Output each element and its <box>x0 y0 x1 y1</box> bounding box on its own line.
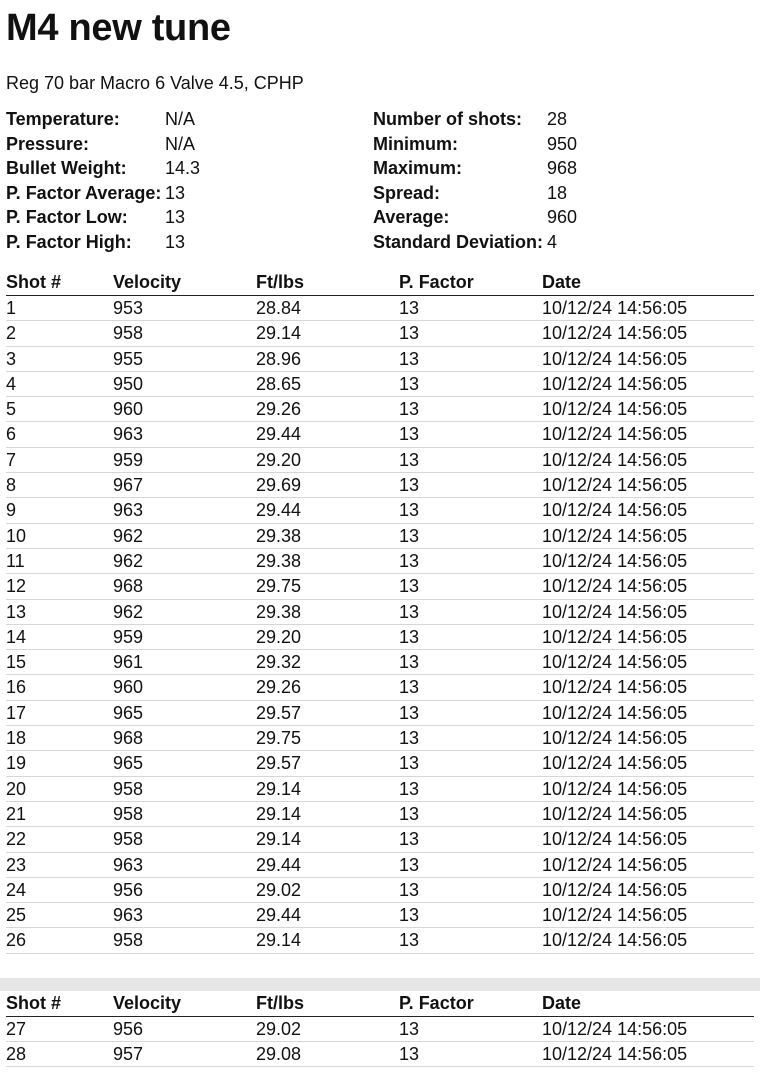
stat-value: 13 <box>165 207 186 227</box>
stat-label: P. Factor High: <box>6 231 132 252</box>
cell-date: 10/12/24 14:56:05 <box>542 700 754 725</box>
cell-ft-lbs: 29.26 <box>256 675 399 700</box>
table-row <box>6 928 754 953</box>
table-row <box>6 523 754 548</box>
cell-date: 10/12/24 14:56:05 <box>542 751 754 776</box>
table-row <box>6 296 754 321</box>
shots-table-page-1 <box>6 270 754 954</box>
cell-velocity: 962 <box>113 599 256 624</box>
cell-velocity: 960 <box>113 397 256 422</box>
cell-velocity: 960 <box>113 675 256 700</box>
table-row <box>6 650 754 675</box>
table-row <box>6 1042 754 1067</box>
shots-table-page-2 <box>6 991 754 1068</box>
cell-ft-lbs: 29.38 <box>256 523 399 548</box>
cell-p-factor: 13 <box>399 422 542 447</box>
cell-velocity: 953 <box>113 296 256 321</box>
stat-label: Minimum: <box>373 133 458 154</box>
cell-date: 10/12/24 14:56:05 <box>542 498 754 523</box>
table-row <box>6 726 754 751</box>
column-header-shot-number: Shot # <box>6 991 113 1017</box>
cell-ft-lbs: 29.20 <box>256 447 399 472</box>
stat-value: 13 <box>165 231 186 252</box>
cell-p-factor: 13 <box>399 852 542 877</box>
cell-ft-lbs: 29.44 <box>256 903 399 928</box>
cell-shot-number: 1 <box>6 296 113 321</box>
summary-stats <box>6 107 754 254</box>
table-header-row <box>6 991 754 1017</box>
cell-ft-lbs: 29.08 <box>256 1042 399 1067</box>
cell-shot-number: 19 <box>6 751 113 776</box>
table-row <box>6 751 754 776</box>
cell-shot-number: 16 <box>6 675 113 700</box>
cell-date: 10/12/24 14:56:05 <box>542 346 754 371</box>
cell-velocity: 967 <box>113 473 256 498</box>
cell-ft-lbs: 29.44 <box>256 498 399 523</box>
cell-ft-lbs: 29.57 <box>256 751 399 776</box>
cell-date: 10/12/24 14:56:05 <box>542 852 754 877</box>
stat-label: Number of shots: <box>373 109 523 129</box>
stat-value: 14.3 <box>165 158 201 178</box>
cell-ft-lbs: 29.69 <box>256 473 399 498</box>
cell-date: 10/12/24 14:56:05 <box>542 371 754 396</box>
cell-shot-number: 23 <box>6 852 113 877</box>
column-header-velocity: Velocity <box>113 270 256 296</box>
cell-date: 10/12/24 14:56:05 <box>542 776 754 801</box>
cell-p-factor: 13 <box>399 827 542 852</box>
table-row <box>6 675 754 700</box>
stat-value: 13 <box>165 182 186 203</box>
cell-date: 10/12/24 14:56:05 <box>542 296 754 321</box>
table-row <box>6 776 754 801</box>
table-row <box>6 852 754 877</box>
cell-date: 10/12/24 14:56:05 <box>542 548 754 573</box>
cell-date: 10/12/24 14:56:05 <box>542 321 754 346</box>
cell-shot-number: 8 <box>6 473 113 498</box>
column-header-ft-lbs: Ft/lbs <box>256 270 399 296</box>
cell-date: 10/12/24 14:56:05 <box>542 574 754 599</box>
table-row <box>6 700 754 725</box>
cell-velocity: 965 <box>113 751 256 776</box>
table-row <box>6 877 754 902</box>
cell-p-factor: 13 <box>399 801 542 826</box>
cell-p-factor: 13 <box>399 397 542 422</box>
stat-value: 18 <box>547 182 568 203</box>
cell-shot-number: 7 <box>6 447 113 472</box>
column-header-date: Date <box>542 991 754 1017</box>
cell-p-factor: 13 <box>399 1042 542 1067</box>
cell-date: 10/12/24 14:56:05 <box>542 801 754 826</box>
cell-date: 10/12/24 14:56:05 <box>542 928 754 953</box>
stat-value: 950 <box>547 133 578 154</box>
cell-ft-lbs: 29.44 <box>256 422 399 447</box>
stat-value: 4 <box>547 231 558 252</box>
cell-p-factor: 13 <box>399 1016 542 1041</box>
cell-ft-lbs: 29.26 <box>256 397 399 422</box>
cell-date: 10/12/24 14:56:05 <box>542 447 754 472</box>
cell-p-factor: 13 <box>399 296 542 321</box>
cell-ft-lbs: 29.32 <box>256 650 399 675</box>
cell-shot-number: 21 <box>6 801 113 826</box>
cell-ft-lbs: 29.14 <box>256 827 399 852</box>
cell-shot-number: 20 <box>6 776 113 801</box>
cell-ft-lbs: 29.20 <box>256 624 399 649</box>
cell-ft-lbs: 29.14 <box>256 801 399 826</box>
cell-ft-lbs: 29.02 <box>256 1016 399 1041</box>
cell-date: 10/12/24 14:56:05 <box>542 827 754 852</box>
cell-velocity: 959 <box>113 447 256 472</box>
column-header-velocity: Velocity <box>113 991 256 1017</box>
cell-velocity: 955 <box>113 346 256 371</box>
table-row <box>6 827 754 852</box>
cell-p-factor: 13 <box>399 700 542 725</box>
cell-p-factor: 13 <box>399 371 542 396</box>
table-row <box>6 422 754 447</box>
cell-shot-number: 28 <box>6 1042 113 1067</box>
cell-date: 10/12/24 14:56:05 <box>542 397 754 422</box>
cell-date: 10/12/24 14:56:05 <box>542 1016 754 1041</box>
cell-ft-lbs: 28.65 <box>256 371 399 396</box>
cell-shot-number: 18 <box>6 726 113 751</box>
table-row <box>6 321 754 346</box>
cell-date: 10/12/24 14:56:05 <box>542 903 754 928</box>
cell-p-factor: 13 <box>399 877 542 902</box>
cell-shot-number: 4 <box>6 371 113 396</box>
cell-p-factor: 13 <box>399 346 542 371</box>
cell-velocity: 962 <box>113 548 256 573</box>
column-header-p-factor: P. Factor <box>399 270 542 296</box>
table-row <box>6 903 754 928</box>
table-row <box>6 801 754 826</box>
table-body <box>6 1016 754 1067</box>
column-header-p-factor: P. Factor <box>399 991 542 1017</box>
cell-shot-number: 24 <box>6 877 113 902</box>
column-header-ft-lbs: Ft/lbs <box>256 991 399 1017</box>
table-row <box>6 574 754 599</box>
cell-ft-lbs: 29.14 <box>256 928 399 953</box>
column-header-date: Date <box>542 270 754 296</box>
stat-label: Bullet Weight: <box>6 158 127 178</box>
cell-p-factor: 13 <box>399 726 542 751</box>
stat-label: Maximum: <box>373 158 463 178</box>
cell-velocity: 958 <box>113 321 256 346</box>
cell-ft-lbs: 29.57 <box>256 700 399 725</box>
stat-label: Standard Deviation: <box>373 231 544 252</box>
cell-p-factor: 13 <box>399 498 542 523</box>
cell-date: 10/12/24 14:56:05 <box>542 624 754 649</box>
table-row <box>6 447 754 472</box>
table-row <box>6 397 754 422</box>
cell-date: 10/12/24 14:56:05 <box>542 877 754 902</box>
cell-date: 10/12/24 14:56:05 <box>542 523 754 548</box>
table-row <box>6 624 754 649</box>
cell-velocity: 963 <box>113 422 256 447</box>
cell-shot-number: 17 <box>6 700 113 725</box>
cell-p-factor: 13 <box>399 523 542 548</box>
cell-p-factor: 13 <box>399 321 542 346</box>
stats-column-left <box>6 107 373 254</box>
cell-p-factor: 13 <box>399 650 542 675</box>
cell-p-factor: 13 <box>399 473 542 498</box>
cell-ft-lbs: 29.44 <box>256 852 399 877</box>
cell-p-factor: 13 <box>399 675 542 700</box>
cell-shot-number: 11 <box>6 548 113 573</box>
cell-date: 10/12/24 14:56:05 <box>542 726 754 751</box>
cell-velocity: 959 <box>113 624 256 649</box>
cell-date: 10/12/24 14:56:05 <box>542 422 754 447</box>
table-row <box>6 371 754 396</box>
cell-shot-number: 15 <box>6 650 113 675</box>
cell-ft-lbs: 28.96 <box>256 346 399 371</box>
column-header-shot-number: Shot # <box>6 270 113 296</box>
cell-velocity: 963 <box>113 903 256 928</box>
cell-date: 10/12/24 14:56:05 <box>542 473 754 498</box>
cell-velocity: 961 <box>113 650 256 675</box>
cell-p-factor: 13 <box>399 574 542 599</box>
cell-velocity: 956 <box>113 1016 256 1041</box>
stat-value: N/A <box>165 109 196 129</box>
stat-value: 960 <box>547 207 578 227</box>
cell-shot-number: 27 <box>6 1016 113 1041</box>
table-row <box>6 548 754 573</box>
cell-shot-number: 10 <box>6 523 113 548</box>
table-row <box>6 346 754 371</box>
cell-p-factor: 13 <box>399 599 542 624</box>
table-row <box>6 599 754 624</box>
stat-label: Spread: <box>373 182 441 203</box>
cell-shot-number: 25 <box>6 903 113 928</box>
table-row <box>6 473 754 498</box>
cell-ft-lbs: 29.38 <box>256 548 399 573</box>
cell-shot-number: 9 <box>6 498 113 523</box>
cell-shot-number: 12 <box>6 574 113 599</box>
cell-p-factor: 13 <box>399 751 542 776</box>
cell-velocity: 958 <box>113 827 256 852</box>
cell-shot-number: 13 <box>6 599 113 624</box>
cell-date: 10/12/24 14:56:05 <box>542 650 754 675</box>
report-subtitle: Reg 70 bar Macro 6 Valve 4.5, CPHP <box>6 73 304 93</box>
cell-shot-number: 6 <box>6 422 113 447</box>
cell-p-factor: 13 <box>399 903 542 928</box>
cell-velocity: 968 <box>113 726 256 751</box>
cell-velocity: 958 <box>113 928 256 953</box>
cell-date: 10/12/24 14:56:05 <box>542 675 754 700</box>
cell-ft-lbs: 29.75 <box>256 574 399 599</box>
stat-label: Temperature: <box>6 109 120 129</box>
cell-shot-number: 14 <box>6 624 113 649</box>
cell-shot-number: 3 <box>6 346 113 371</box>
cell-velocity: 962 <box>113 523 256 548</box>
stats-column-right <box>373 107 754 254</box>
cell-velocity: 963 <box>113 498 256 523</box>
stat-value: 968 <box>547 158 578 178</box>
cell-shot-number: 22 <box>6 827 113 852</box>
cell-p-factor: 13 <box>399 776 542 801</box>
cell-shot-number: 2 <box>6 321 113 346</box>
cell-ft-lbs: 29.14 <box>256 321 399 346</box>
cell-p-factor: 13 <box>399 548 542 573</box>
cell-ft-lbs: 29.02 <box>256 877 399 902</box>
cell-velocity: 965 <box>113 700 256 725</box>
cell-ft-lbs: 29.14 <box>256 776 399 801</box>
stat-label: Pressure: <box>6 133 90 154</box>
page-break-divider <box>0 978 760 991</box>
cell-velocity: 958 <box>113 801 256 826</box>
stat-label: P. Factor Average: <box>6 182 162 203</box>
cell-date: 10/12/24 14:56:05 <box>542 599 754 624</box>
cell-p-factor: 13 <box>399 928 542 953</box>
cell-ft-lbs: 28.84 <box>256 296 399 321</box>
stat-value: N/A <box>165 133 196 154</box>
cell-velocity: 963 <box>113 852 256 877</box>
cell-velocity: 968 <box>113 574 256 599</box>
cell-velocity: 956 <box>113 877 256 902</box>
cell-date: 10/12/24 14:56:05 <box>542 1042 754 1067</box>
cell-ft-lbs: 29.75 <box>256 726 399 751</box>
cell-velocity: 957 <box>113 1042 256 1067</box>
cell-p-factor: 13 <box>399 624 542 649</box>
cell-velocity: 958 <box>113 776 256 801</box>
stat-label: P. Factor Low: <box>6 207 128 227</box>
page-title: M4 new tune <box>6 7 231 49</box>
cell-shot-number: 5 <box>6 397 113 422</box>
stat-value: 28 <box>547 109 568 129</box>
table-row <box>6 498 754 523</box>
table-row <box>6 1016 754 1041</box>
cell-ft-lbs: 29.38 <box>256 599 399 624</box>
cell-p-factor: 13 <box>399 447 542 472</box>
cell-shot-number: 26 <box>6 928 113 953</box>
stat-label: Average: <box>373 207 450 227</box>
table-body <box>6 296 754 954</box>
cell-velocity: 950 <box>113 371 256 396</box>
table-header-row <box>6 270 754 296</box>
